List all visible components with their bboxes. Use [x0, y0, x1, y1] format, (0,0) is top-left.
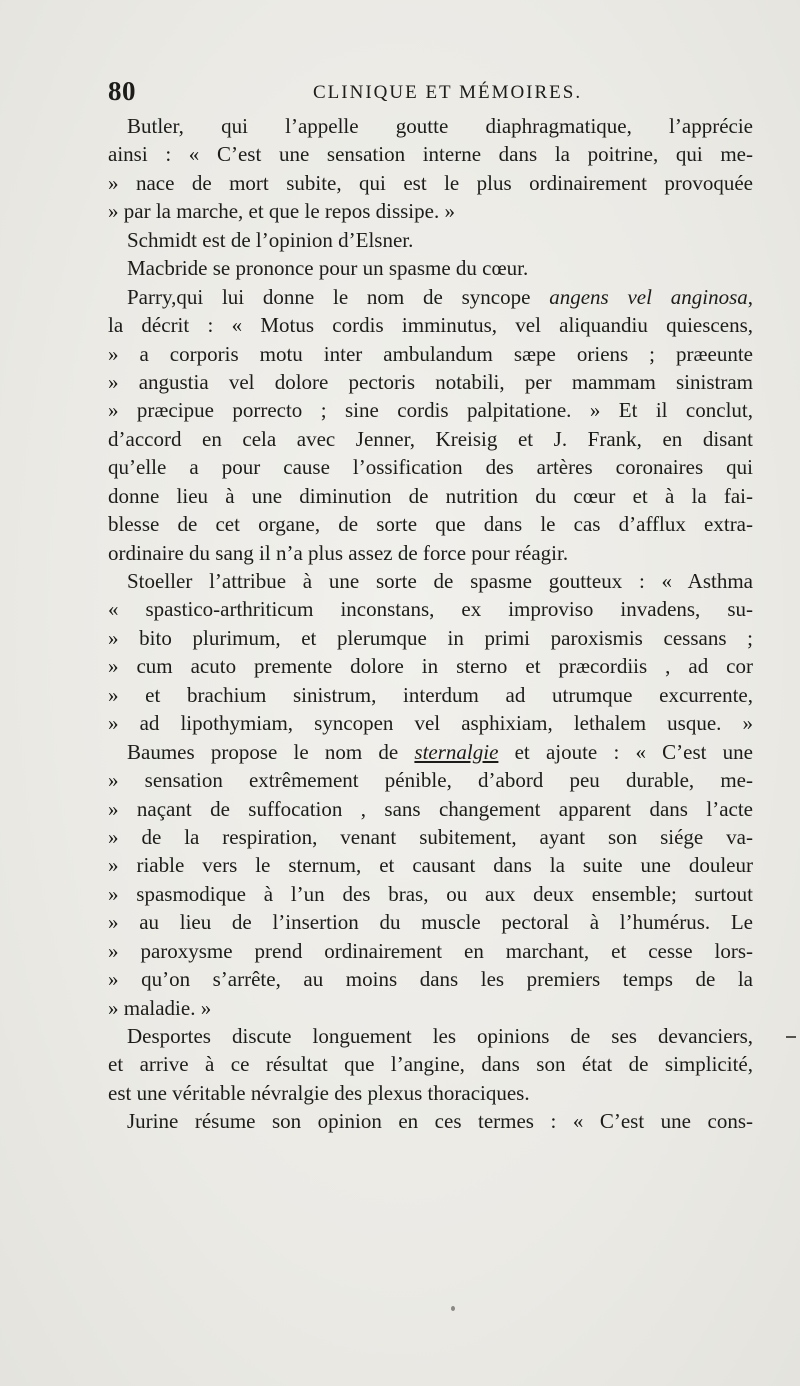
text-line: est une véritable névralgie des plexus thoraciques.	[108, 1080, 530, 1105]
text-segment: ,	[747, 284, 753, 309]
text-line: Macbride se prononce pour un spasme du cœur.	[127, 256, 529, 281]
paper-speck	[451, 1306, 455, 1311]
text-line: » sensation extrêmement pénible, d’abord peu durable, me-	[108, 768, 753, 793]
text-line: Butler, qui l’appelle goutte diaphragmatique, l’apprécie	[127, 114, 753, 138]
text-line: Stoeller l’attribue à une sorte de spasme goutteux : « Asthma	[127, 569, 753, 593]
text-line: Desportes discute longuement les opinions de ses devanciers,	[127, 1024, 753, 1048]
text-line: » angustia vel dolore pectoris notabili, per mammam sinistram	[108, 369, 753, 394]
text-line: ainsi : « C’est une sensation interne dans la poitrine, qui me-	[108, 142, 753, 167]
underlined-term: sternalgie	[414, 739, 499, 764]
margin-mark	[786, 1036, 796, 1038]
text-line: » spasmodique à l’un des bras, ou aux deux ensemble; surtout	[108, 881, 753, 906]
text-segment: Parry,qui lui donne le nom de syncope	[127, 284, 550, 309]
page-header	[108, 76, 758, 110]
text-line: » cum acuto premente dolore in sterno et præcordiis , ad cor	[108, 654, 753, 679]
text-line: » bito plurimum, et plerumque in primi paroxismis cessans ;	[108, 625, 753, 650]
text-line: « spastico-arthriticum inconstans, ex improviso invadens, su-	[108, 597, 753, 622]
text-line	[108, 738, 753, 766]
body-text	[108, 112, 753, 1136]
text-line: ordinaire du sang il n’a plus assez de force pour réagir.	[108, 540, 569, 565]
text-line: donne lieu à une diminution de nutrition du cœur et à la fai-	[108, 483, 753, 508]
text-line: » maladie. »	[108, 995, 212, 1020]
text-line: » de la respiration, venant subitement, ayant son siége va-	[108, 824, 753, 849]
text-line: » riable vers le sternum, et causant dans la suite une douleur	[108, 853, 753, 878]
running-title: CLINIQUE ET MÉMOIRES.	[313, 82, 583, 103]
italic-term: angens vel anginosa	[549, 284, 748, 309]
text-line: Schmidt est de l’opinion d’Elsner.	[127, 227, 414, 252]
text-segment: Baumes propose le nom de	[127, 739, 415, 764]
text-line: qu’elle a pour cause l’ossification des artères coronaires qui	[108, 455, 753, 480]
text-line	[108, 283, 753, 311]
text-line: » au lieu de l’insertion du muscle pectoral à l’humérus. Le	[108, 910, 753, 935]
text-line: la décrit : « Motus cordis imminutus, vel aliquandiu quiescens,	[108, 313, 753, 338]
text-line: Jurine résume son opinion en ces termes : « C’est une cons-	[127, 1109, 753, 1134]
text-line: » par la marche, et que le repos dissipe. »	[108, 199, 455, 224]
text-line: » nace de mort subite, qui est le plus ordinairement provoquée	[108, 170, 753, 195]
text-line: » naçant de suffocation , sans changement apparent dans l’acte	[108, 796, 753, 821]
text-line: et arrive à ce résultat que l’angine, dans son état de simplicité,	[108, 1052, 753, 1077]
text-line: » præcipue porrecto ; sine cordis palpitatione. » Et il conclut,	[108, 398, 753, 423]
text-line: » qu’on s’arrête, au moins dans les premiers temps de la	[108, 967, 753, 992]
text-line: » a corporis motu inter ambulandum sæpe oriens ; præeunte	[108, 341, 753, 366]
text-line: » ad lipothymiam, syncopen vel asphixiam, lethalem usque. »	[108, 711, 753, 736]
text-segment: et ajoute : « C’est une	[498, 739, 753, 764]
text-line: blesse de cet organe, de sorte que dans le cas d’afflux extra-	[108, 512, 753, 537]
page-number: 80	[108, 76, 136, 106]
text-line: d’accord en cela avec Jenner, Kreisig et J. Frank, en disant	[108, 426, 753, 451]
text-line: » paroxysme prend ordinairement en marchant, et cesse lors-	[108, 938, 753, 963]
text-line: » et brachium sinistrum, interdum ad utrumque excurrente,	[108, 682, 753, 707]
